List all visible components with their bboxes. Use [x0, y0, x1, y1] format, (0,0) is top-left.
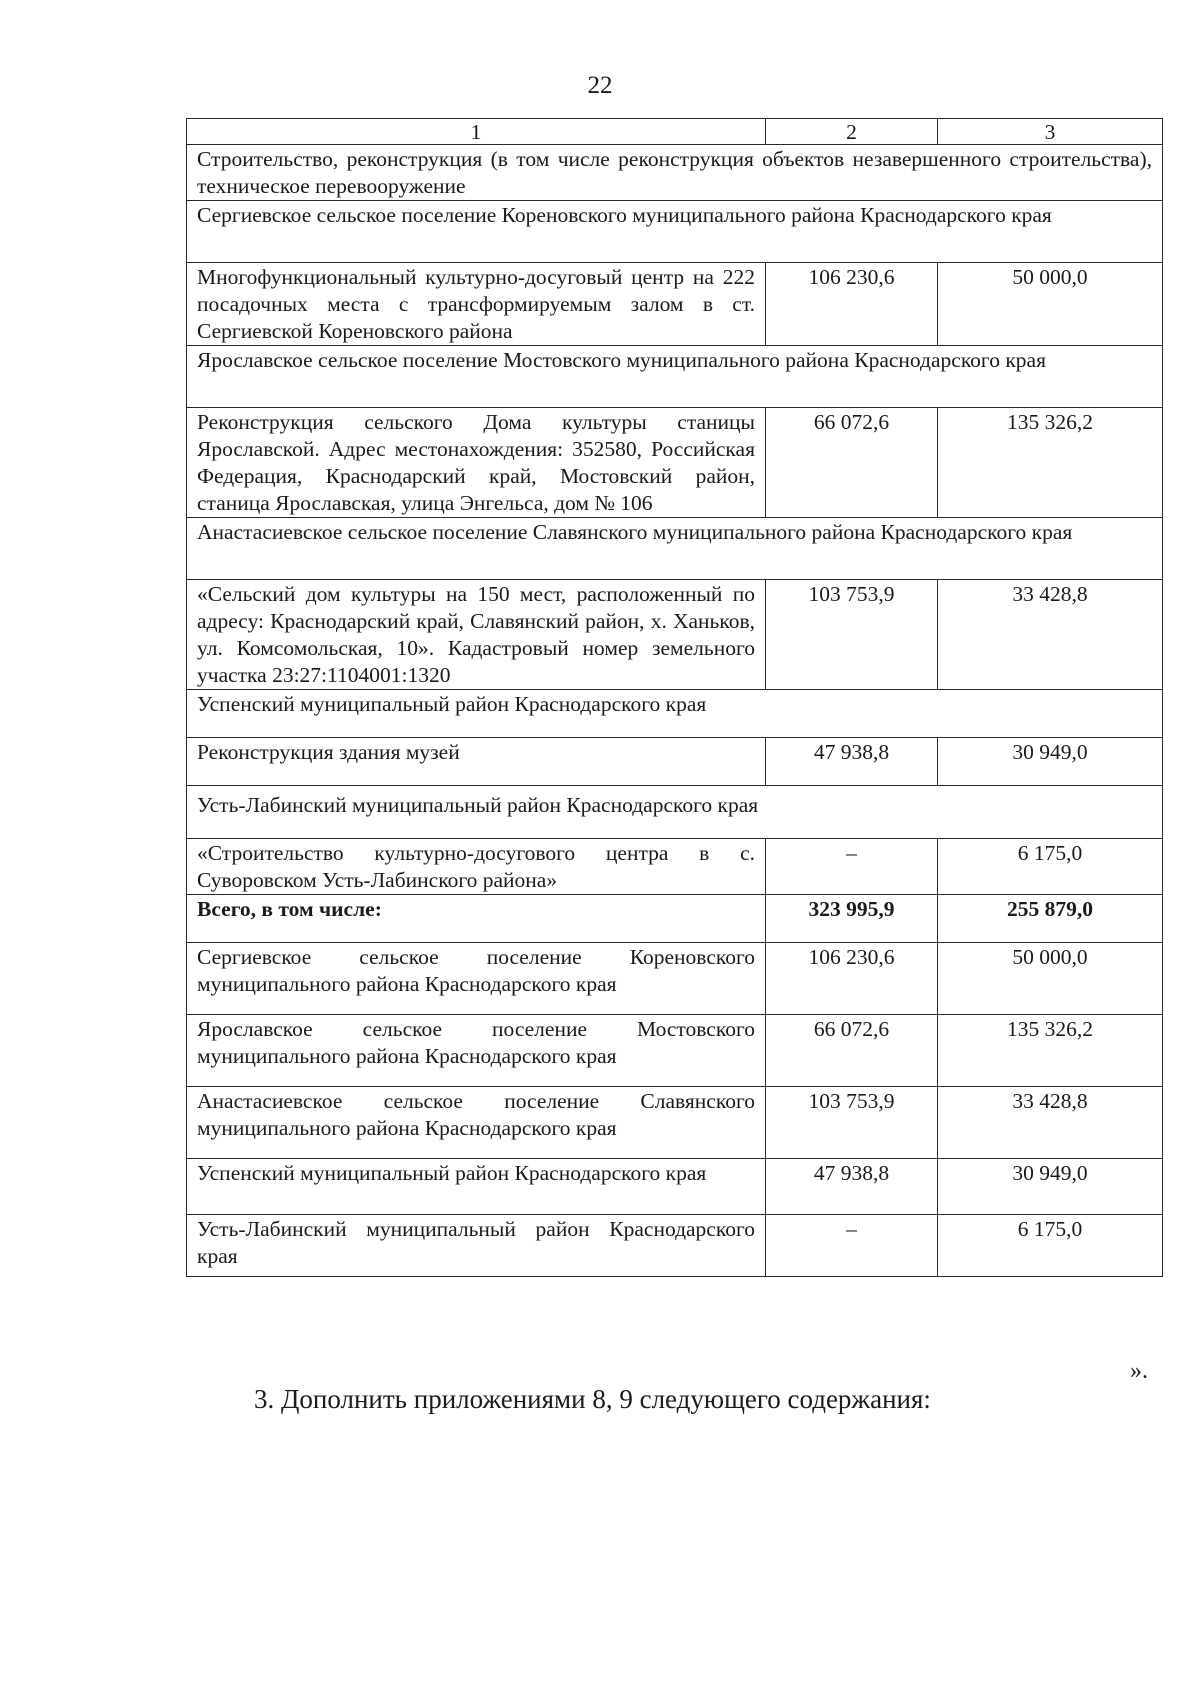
breakdown-row [187, 1215, 1163, 1277]
item-description: Реконструкция сельского Дома культуры станицы Ярославской. Адрес местонахождения: 352580, Российская Федерация, Краснодарский край, Мостовский район, станица Ярославская, улица Энгельса, дом № 106 [187, 408, 766, 518]
group-row [187, 201, 1163, 263]
item-col3: 135 326,2 [938, 408, 1163, 518]
item-col3: 33 428,8 [938, 580, 1163, 690]
budget-table [186, 118, 1163, 1277]
table-row [187, 408, 1163, 518]
breakdown-row [187, 1087, 1163, 1159]
item-col2: 103 753,9 [766, 580, 938, 690]
breakdown-row [187, 1015, 1163, 1087]
item-col3: 6 175,0 [938, 839, 1163, 895]
table-row [187, 738, 1163, 786]
table-row [187, 263, 1163, 346]
group-title: Ярославское сельское поселение Мостовского муниципального района Краснодарского края [187, 346, 1163, 408]
table-row [187, 839, 1163, 895]
closing-quote: ». [1130, 1358, 1148, 1384]
total-col2: 323 995,9 [766, 895, 938, 943]
column-header: 2 [766, 119, 938, 145]
column-header: 1 [187, 119, 766, 145]
group-row [187, 518, 1163, 580]
section-title: Строительство, реконструкция (в том числе реконструкция объектов незавершенного строительства), техническое перевооружение [187, 145, 1163, 201]
item-col3: 50 000,0 [938, 263, 1163, 346]
breakdown-col3: 33 428,8 [938, 1087, 1163, 1159]
group-row [187, 786, 1163, 839]
group-row [187, 690, 1163, 738]
breakdown-row [187, 1159, 1163, 1215]
breakdown-label: Анастасиевское сельское поселение Славянского муниципального района Краснодарского края [187, 1087, 766, 1159]
breakdown-label: Усть-Лабинский муниципальный район Краснодарского края [187, 1215, 766, 1277]
breakdown-col3: 50 000,0 [938, 943, 1163, 1015]
breakdown-row [187, 943, 1163, 1015]
breakdown-label: Ярославское сельское поселение Мостовского муниципального района Краснодарского края [187, 1015, 766, 1087]
group-title: Успенский муниципальный район Краснодарского края [187, 690, 1163, 738]
breakdown-col2: – [766, 1215, 938, 1277]
total-label: Всего, в том числе: [187, 895, 766, 943]
breakdown-col3: 30 949,0 [938, 1159, 1163, 1215]
breakdown-col2: 66 072,6 [766, 1015, 938, 1087]
item-col2: 66 072,6 [766, 408, 938, 518]
breakdown-label: Успенский муниципальный район Краснодарского края [187, 1159, 766, 1215]
item-col2: 106 230,6 [766, 263, 938, 346]
table-row [187, 580, 1163, 690]
item-col3: 30 949,0 [938, 738, 1163, 786]
breakdown-col3: 6 175,0 [938, 1215, 1163, 1277]
breakdown-col3: 135 326,2 [938, 1015, 1163, 1087]
total-col3: 255 879,0 [938, 895, 1163, 943]
group-title: Анастасиевское сельское поселение Славянского муниципального района Краснодарского края [187, 518, 1163, 580]
page-number: 22 [587, 72, 613, 99]
item-description: Многофункциональный культурно-досуговый центр на 222 посадочных места с трансформируемым залом в ст. Сергиевской Кореновского района [187, 263, 766, 346]
breakdown-col2: 103 753,9 [766, 1087, 938, 1159]
item-description: Реконструкция здания музей [187, 738, 766, 786]
item-col2: – [766, 839, 938, 895]
addendum-paragraph: 3. Дополнить приложениями 8, 9 следующего содержания: [254, 1384, 931, 1414]
section-title-row [187, 145, 1163, 201]
column-header: 3 [938, 119, 1163, 145]
group-title: Усть-Лабинский муниципальный район Краснодарского края [187, 786, 1163, 839]
group-title: Сергиевское сельское поселение Кореновского муниципального района Краснодарского края [187, 201, 1163, 263]
item-col2: 47 938,8 [766, 738, 938, 786]
total-row [187, 895, 1163, 943]
item-description: «Строительство культурно-досугового центра в с. Суворовском Усть-Лабинского района» [187, 839, 766, 895]
item-description: «Сельский дом культуры на 150 мест, расположенный по адресу: Краснодарский край, Славянский район, х. Ханьков, ул. Комсомольская, 10». Кадастровый номер земельного участка 23:27:1104001:1320 [187, 580, 766, 690]
breakdown-col2: 106 230,6 [766, 943, 938, 1015]
column-header-row [187, 119, 1163, 145]
breakdown-label: Сергиевское сельское поселение Кореновского муниципального района Краснодарского края [187, 943, 766, 1015]
group-row [187, 346, 1163, 408]
breakdown-col2: 47 938,8 [766, 1159, 938, 1215]
